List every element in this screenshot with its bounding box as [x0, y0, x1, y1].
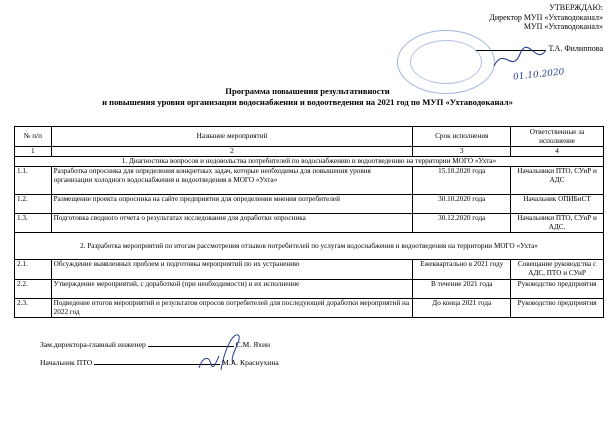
pto-role: Начальник ПТО: [40, 358, 93, 367]
title-line-2: и повышения уровня организации водоснабжения и водоотведения на 2021 год по МУП «Ухтаводоканал»: [102, 97, 513, 107]
row-name: Утверждение мероприятий, с доработкой (при необходимости) и их исполнение: [51, 280, 413, 299]
section-title: 2. Разработка мероприятий по итогам рассмотрения отзывов потребителей по услугам водоснабжения и водоотведения на территории МОГО «Ухта»: [15, 233, 604, 260]
header-responsible: Ответственные за исполнение: [511, 127, 604, 147]
approve-heading: УТВЕРЖДАЮ:: [549, 3, 603, 12]
header-number: № п/п: [15, 127, 52, 147]
row-responsible: Руководство предприятия: [511, 299, 604, 318]
row-deadline: 15.10.2020 года: [413, 167, 511, 195]
section-row: [15, 157, 604, 167]
table-row: [15, 260, 604, 280]
signature-chief-engineer: [40, 340, 270, 349]
row-number: 2.2.: [15, 280, 52, 299]
row-deadline: 30.12.2020 года: [413, 214, 511, 233]
row-responsible: Руководство предприятия: [511, 280, 604, 299]
row-name: Подведение итогов мероприятий и результатов опросов потребителей для последующей доработки мероприятий на 2022 год: [51, 299, 413, 318]
approver-name: Т.А. Филиппова: [548, 43, 603, 53]
signature-pto: [40, 358, 279, 367]
table-header-row: [15, 127, 604, 147]
section-row: [15, 233, 604, 260]
approval-block: [476, 3, 603, 53]
approver-position: Директор МУП «Ухтаводоканал»: [489, 12, 603, 22]
row-name: Подготовка сводного отчета о результатах исследования для доработки опросника: [51, 214, 413, 233]
row-responsible: Начальник ОПИБиСТ: [511, 195, 604, 214]
header-deadline: Срок исполнения: [413, 127, 511, 147]
row-responsible: Начальники ПТО, СУиР и АДС: [511, 167, 604, 195]
section-title: 1. Диагностика вопросов и недовольства потребителей по водоснабжению и водоотведению на территории МОГО «Ухта»: [15, 157, 604, 167]
row-number: 1.1.: [15, 167, 52, 195]
header-name: Название мероприятий: [51, 127, 413, 147]
row-name: Разработка опросника для определения конкретных задач, которые необходимы для повышения уровня организации холодного водоснабжения и водоотведения в МОГО «Ухта»: [51, 167, 413, 195]
pto-name: М.А. Краснухина: [222, 358, 279, 367]
row-number: 2.1.: [15, 260, 52, 280]
title-line-1: Программа повышения результативности: [225, 86, 390, 96]
chief-engineer-name: С.М. Яхин: [235, 340, 271, 349]
column-number: 1: [15, 147, 52, 157]
row-deadline: Ежеквартально в 2021 году: [413, 260, 511, 280]
row-number: 1.2.: [15, 195, 52, 214]
table-row: [15, 299, 604, 318]
signature-line: [94, 364, 220, 365]
organization-stamp: [397, 30, 495, 94]
row-responsible: Совещание руководства с АДС, ПТО и СУиР: [511, 260, 604, 280]
table-row: [15, 214, 604, 233]
table-row: [15, 280, 604, 299]
row-responsible: Начальники ПТО, СУиР и АДС.: [511, 214, 604, 233]
column-number: 4: [511, 147, 604, 157]
table-row: [15, 167, 604, 195]
column-number: 3: [413, 147, 511, 157]
row-deadline: До конца 2021 года: [413, 299, 511, 318]
row-name: Размещение проекта опросника на сайте предприятия для определения мнения потребителей: [51, 195, 413, 214]
row-deadline: 30.10.2020 года: [413, 195, 511, 214]
column-number: 2: [51, 147, 413, 157]
column-number-row: [15, 147, 604, 157]
chief-engineer-role: Зам.директора-главный инженер: [40, 340, 146, 349]
row-deadline: В течение 2021 года: [413, 280, 511, 299]
approver-organization: МУП «Ухтаводоканал»: [523, 22, 603, 31]
row-name: Обсуждение выявленных проблем и подготовка мероприятий по их устранению: [51, 260, 413, 280]
row-number: 2.3.: [15, 299, 52, 318]
table-row: [15, 195, 604, 214]
signature-line: [148, 346, 234, 347]
document-title: [0, 86, 615, 108]
row-number: 1.3.: [15, 214, 52, 233]
measures-table: [14, 126, 604, 318]
handwritten-date: 01.10.2020: [513, 67, 566, 83]
